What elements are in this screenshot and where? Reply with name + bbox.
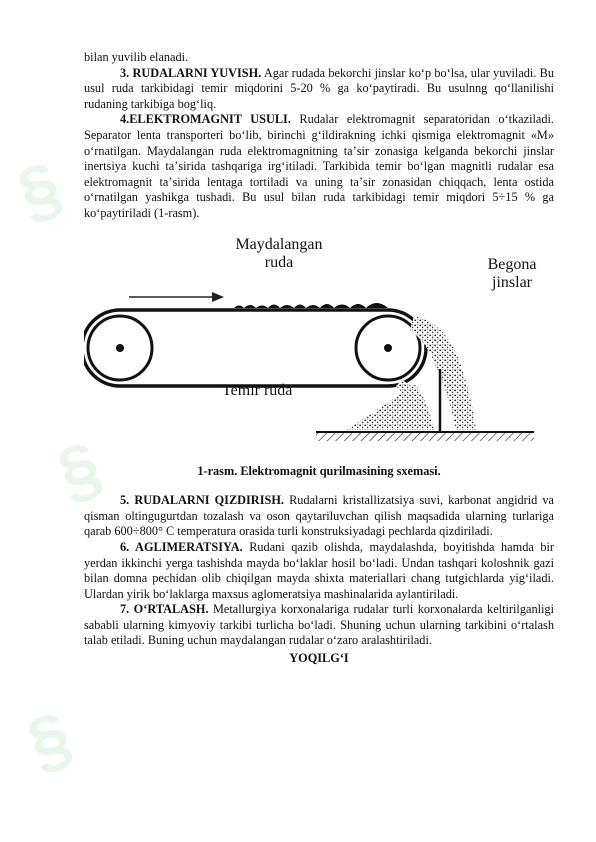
paragraph-washing bbox=[84, 66, 554, 113]
left-wheel-axle bbox=[116, 344, 124, 352]
section-heading: 5. RUDALARNI QIZDIRISH. bbox=[120, 493, 284, 508]
label-waste-rock bbox=[472, 256, 552, 292]
arrow-head bbox=[212, 292, 224, 302]
paragraph-text: Rudalarni kristallizatsiya suvi, karbonat angidrid va qisman oltingugurtdan tozalash va oson qaytariluvchan qilish maqsadida ularning turlariga qarab 600÷800° C temperatura orasida turli konstruksiyadagi pechlarda qizdiriladi. bbox=[84, 493, 555, 539]
paragraph-text: Rudani qazib olishda, maydalashda, boyitishda hamda bir yerdan ikkinchi yerga tashishda mayda boʻlaklar hosil boʻladi. Undan tashqari koloshnik gazi bilan domna pechidan olib chiqilgan mayda shixta materiallari chang tutgichlarda yigʻiladi. Ulardan yirik boʻlaklarga maxsus aglomeratsiya mashinalarida aylantiriladi. bbox=[84, 539, 554, 601]
iron-ore-pile bbox=[346, 384, 434, 430]
label-line: Begona bbox=[487, 255, 537, 273]
crushed-ore-layer bbox=[234, 303, 388, 308]
label-line: ruda bbox=[264, 253, 294, 271]
label-iron-ore: Temir ruda bbox=[222, 381, 293, 399]
paragraph-text: Metallurgiya korxonalariga rudalar turli korxonalarda keltirilganligi sababli ularning kimyoviy tarkibi turlicha boʻladi. Shuning uchun ularning tarkibini oʻrtalash talab etiladi. Buning uchun maydalangan rudalar oʻzaro aralashtiriladi. bbox=[84, 602, 554, 648]
watermark: § bbox=[7, 146, 72, 234]
section-heading: 7. OʻRTALASH. bbox=[120, 602, 209, 617]
label-crushed-ore bbox=[224, 236, 334, 272]
label-line: jinslar bbox=[492, 273, 532, 291]
watermark: § bbox=[47, 426, 112, 514]
figure-caption: 1-rasm. Elektromagnit qurilmasining sxemasi. bbox=[197, 463, 441, 478]
label-line: Maydalangan bbox=[235, 235, 323, 253]
document-page bbox=[84, 50, 554, 667]
paragraph-text: Rudalar elektromagnit separatoridan oʻtkaziladi. Separator lenta transporteri boʻlib, birinchi gʻildirakning ichki qismiga elektromagnit «M» oʻrnatilgan. Maydalangan ruda elektromagnitning taʼsir zonasiga kelganda bekorchi jinslar inertsiya kuchi taʼsirida tashqariga irgʻitiladi. Tarkibida temir boʻlgan magnitli rudalar esa elektromagnit taʼsirida lentaga tortiladi va uning taʼsir zonasidan chiqqach, lenta ostida oʻrnatilgan yashikga tushadi. Bu usul bilan ruda tarkibidagi temir miqdori 5÷15 % ga koʻpaytiriladi (1-rasm). bbox=[84, 112, 554, 220]
section-heading: 3. RUDALARNI YUVISH. bbox=[120, 65, 262, 80]
paragraph-text: Agar rudada bekorchi jinslar koʻp boʻlsa, ular yuviladi. Bu usul ruda tarkibidagi temir miqdorini 5-20 % ga koʻpaytiradi. Bu usulnng qoʻllanilishi rudaning tarkibiga bogʻliq. bbox=[84, 65, 554, 111]
ground-hatch bbox=[316, 433, 534, 441]
magnet-wheel-axle bbox=[384, 344, 392, 352]
section-heading: 4.ELEKTROMAGNIT USULI. bbox=[120, 112, 291, 127]
figure-separator-scheme bbox=[84, 234, 554, 464]
watermark: § bbox=[17, 696, 82, 784]
paragraph-averaging bbox=[84, 602, 554, 649]
paragraph-agglomeration bbox=[84, 540, 554, 602]
section-heading: 6. AGLIMERATSIYA. bbox=[120, 539, 243, 554]
paragraph-heating bbox=[84, 493, 554, 540]
paragraph-electromagnetic bbox=[84, 112, 554, 221]
paragraph-continuation: bilan yuvilib elanadi. bbox=[84, 50, 189, 64]
next-section-title: YOQILGʻI bbox=[289, 651, 349, 666]
